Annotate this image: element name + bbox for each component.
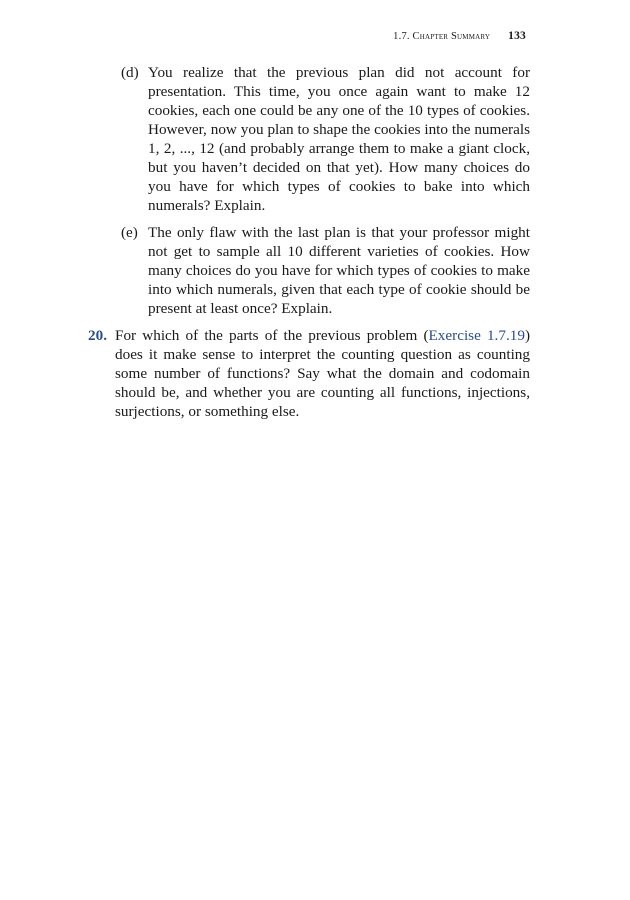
part-text: The only flaw with the last plan is that your professor might not get to sample all 10 different varieties of cookies. How many choices do you have for which types of cookies to make into which numerals, given that each type of cookie should be present at least once? Explain. xyxy=(148,224,530,317)
exercise-part-d xyxy=(121,63,530,215)
exercise-text-after: ) does it make sense to interpret the counting question as counting some number of functions? Say what the domain and codomain should be, and whether you are counting all functions, injections, surjections, or something else. xyxy=(115,327,530,420)
exercise-20 xyxy=(88,326,530,421)
part-label: (d) xyxy=(121,64,139,81)
section-title: 1.7. Chapter Summary xyxy=(393,31,491,42)
part-text: You realize that the previous plan did not account for presentation. This time, you once again want to make 12 cookies, each one could be any one of the 10 types of cookies. However, now you plan to shape the cookies into the numerals 1, 2, ..., 12 (and probably arrange them to make a giant clock, but you haven’t decided on that yet). How many choices do you have for which types of cookies to bake into which numerals? Explain. xyxy=(148,64,530,214)
page-number: 133 xyxy=(508,30,526,42)
exercise-number: 20. xyxy=(88,327,107,344)
running-head xyxy=(393,30,526,42)
exercise-part-e xyxy=(121,223,530,318)
exercise-text-before: For which of the parts of the previous problem ( xyxy=(115,327,429,344)
page-content xyxy=(88,63,530,421)
exercise-text xyxy=(115,326,530,421)
exercise-cross-reference-link[interactable]: Exercise 1.7.19 xyxy=(428,327,525,344)
part-label: (e) xyxy=(121,224,138,241)
